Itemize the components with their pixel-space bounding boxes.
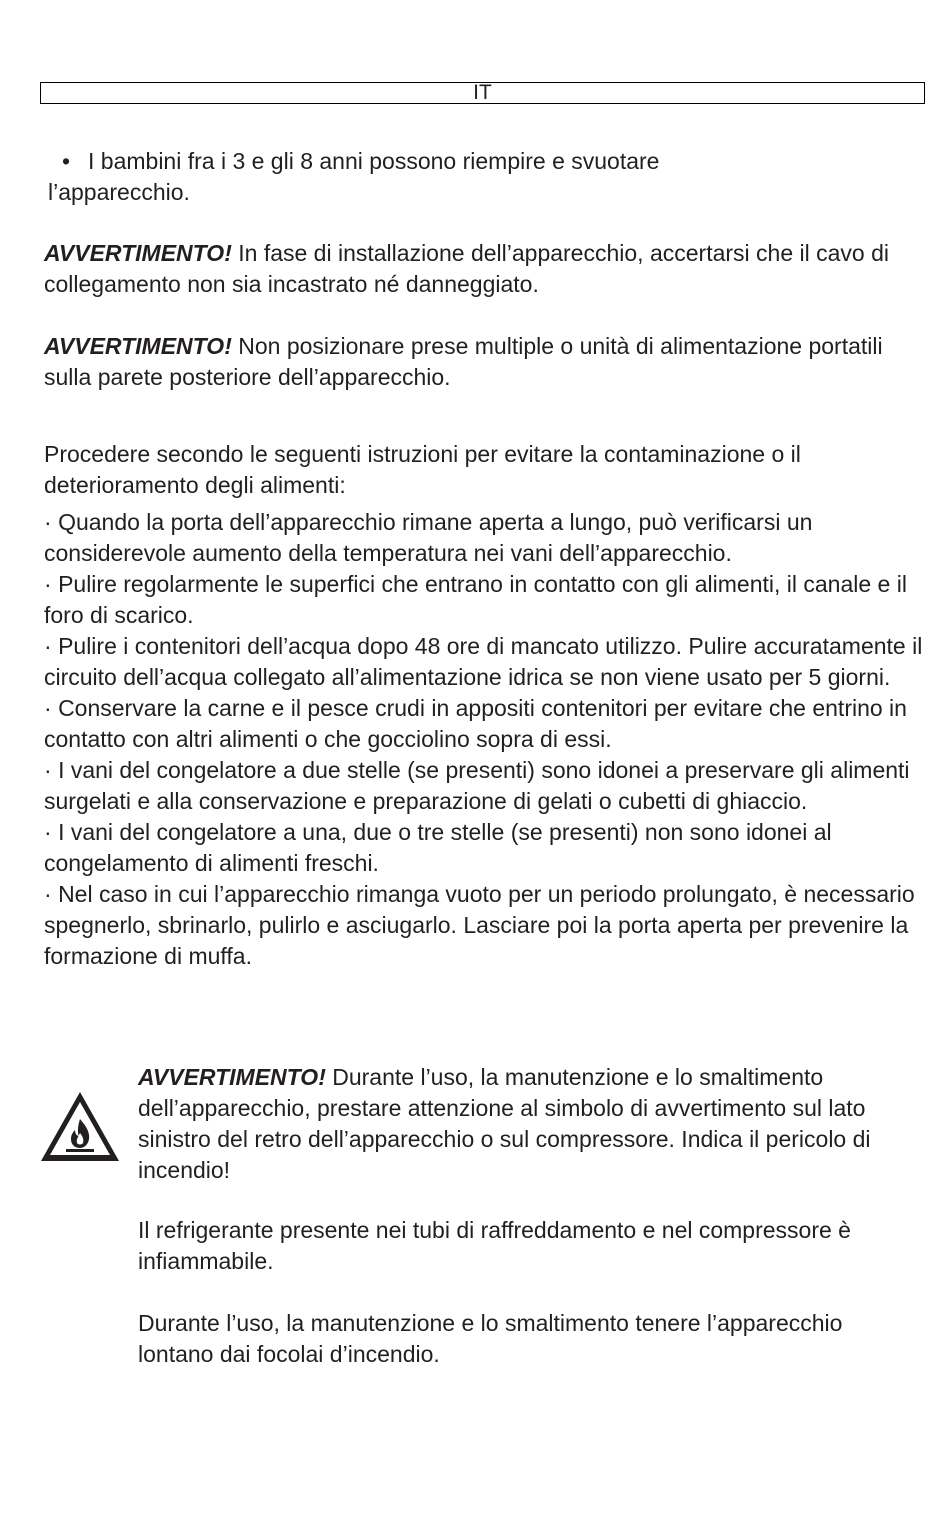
language-code: IT (473, 81, 492, 104)
list-item: · Quando la porta dell’apparecchio rimane aperta a lungo, può verificarsi un considerevole aumento della temperatura nei vani dell’apparecchio. (44, 509, 813, 566)
bullet-marker: • (61, 148, 71, 174)
intro-bullet-line2: l’apparecchio. (48, 179, 190, 205)
item-marker: · (44, 881, 52, 907)
warning-text: In fase di installazione dell’apparecchio, accertarsi che il cavo di collegamento non sia incastrato né danneggiato. (44, 240, 889, 297)
warning-cable (44, 238, 924, 300)
item-marker: · (44, 695, 52, 721)
warning-text: Durante l’uso, la manutenzione e lo smaltimento dell’apparecchio, prestare attenzione al simbolo di avvertimento sul lato sinistro del retro dell’apparecchio o sul compressore. Indica il pericolo di incendio! (138, 1064, 871, 1183)
intro-bullet-line1: I bambini fra i 3 e gli 8 anni possono riempire e svuotare (88, 148, 660, 174)
item-marker: · (44, 633, 52, 659)
flammable-warning-icon (38, 1089, 122, 1165)
intro-bullet (44, 146, 924, 208)
item-marker: · (44, 571, 52, 597)
warning-label: AVVERTIMENTO! (44, 333, 232, 359)
item-marker: · (44, 757, 52, 783)
list-item: · I vani del congelatore a una, due o tre stelle (se presenti) non sono idonei al congelamento di alimenti freschi. (44, 819, 832, 876)
list-item: · I vani del congelatore a due stelle (se presenti) sono idonei a preservare gli alimenti surgelati e alla conservazione e preparazione di gelati o cubetti di ghiaccio. (44, 757, 910, 814)
list-item: · Pulire i contenitori dell’acqua dopo 48 ore di mancato utilizzo. Pulire accuratamente il circuito dell’acqua collegato all’alimentazione idrica se non viene usato per 5 giorni. (44, 633, 923, 690)
item-marker: · (44, 509, 52, 535)
language-header (40, 82, 925, 104)
instructions-intro: Procedere secondo le seguenti istruzioni per evitare la contaminazione o il deterioramento degli alimenti: (44, 441, 801, 498)
warning-label: AVVERTIMENTO! (138, 1064, 326, 1090)
list-item: · Conservare la carne e il pesce crudi in appositi contenitori per evitare che entrino in contatto con altri alimenti o che gocciolino sopra di essi. (44, 695, 907, 752)
fire-warning (138, 1062, 918, 1186)
item-marker: · (44, 819, 52, 845)
list-item: · Pulire regolarmente le superfici che entrano in contatto con gli alimenti, il canale e il foro di scarico. (44, 571, 907, 628)
warning-label: AVVERTIMENTO! (44, 240, 232, 266)
warning-text: Non posizionare prese multiple o unità di alimentazione portatili sulla parete posteriore dell’apparecchio. (44, 333, 883, 390)
list-item: · Nel caso in cui l’apparecchio rimanga vuoto per un periodo prolungato, è necessario spegnerlo, sbrinarlo, pulirlo e asciugarlo. Lasciare poi la porta aperta per prevenire la formazione di muffa. (44, 881, 915, 969)
fire-source-note: Durante l’uso, la manutenzione e lo smaltimento tenere l’apparecchio lontano dai focolai d’incendio. (138, 1310, 843, 1367)
warning-sockets (44, 331, 924, 393)
hygiene-instructions (44, 439, 924, 972)
refrigerant-note: Il refrigerante presente nei tubi di raffreddamento e nel compressore è infiammabile. (138, 1217, 851, 1274)
